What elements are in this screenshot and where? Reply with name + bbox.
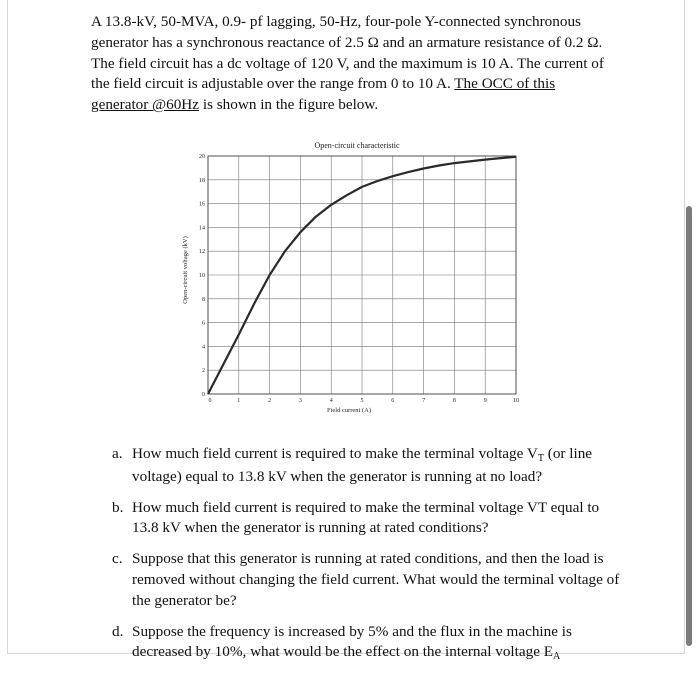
y-tick-label: 18 — [199, 177, 205, 184]
x-tick-label: 10 — [513, 398, 519, 404]
problem-statement — [91, 12, 616, 116]
chart-tick-labels — [199, 154, 519, 404]
y-tick-label: 0 — [202, 392, 205, 398]
subscript-t: T — [537, 453, 544, 464]
question-c — [112, 549, 622, 611]
y-tick-label: 4 — [202, 344, 205, 351]
x-tick-label: 5 — [360, 398, 364, 404]
subscript-a: A — [553, 651, 561, 663]
occ-chart — [175, 138, 535, 418]
question-text: Suppose the frequency is increased by 5% and the flux in the machine is decreased by 10%, what would be the effect on the internal voltage E — [132, 622, 572, 661]
question-text-end: (or line voltage) equal to 13.8 kV when the generator is running at no load? — [132, 445, 593, 485]
question-a — [112, 444, 622, 488]
chart-grid — [208, 156, 516, 394]
y-tick-label: 10 — [199, 273, 205, 279]
x-tick-label: 6 — [391, 398, 395, 404]
question-letter: a. — [112, 445, 123, 462]
question-d — [112, 622, 622, 666]
x-tick-label: 0 — [208, 398, 212, 404]
problem-text-end: is shown in the figure below. — [199, 96, 379, 114]
question-list — [112, 444, 622, 675]
question-text: How much field current is required to make the terminal voltage VT equal to 13.8 kV when the generator is running at rated conditions? — [132, 498, 600, 537]
chart-title: Open-circuit characteristic — [314, 141, 400, 150]
question-b — [112, 498, 622, 540]
y-tick-label: 6 — [202, 320, 205, 327]
y-tick-label: 2 — [202, 368, 205, 375]
y-tick-label: 16 — [199, 201, 205, 208]
y-tick-label: 12 — [199, 249, 205, 256]
problem-text: A 13.8-kV, 50-MVA, 0.9- pf lagging, 50-Hz, four-pole Y-connected synchronous generator has a synchronous reactance of 2.5 Ω and an armature resistance of 0.2 Ω. The field circuit has a dc voltage of 120 V, and the maximum is 10 A. The current of the field circuit is adjustable over the range from 0 to 10 A. — [91, 13, 604, 93]
x-tick-label: 9 — [483, 398, 487, 404]
y-tick-label: 8 — [202, 296, 205, 303]
x-tick-label: 3 — [298, 398, 302, 404]
question-letter: d. — [112, 622, 124, 640]
x-tick-label: 4 — [329, 398, 333, 404]
x-tick-label: 2 — [268, 398, 272, 404]
y-tick-label: 14 — [199, 225, 205, 232]
question-text: Suppose that this generator is running at rated conditions, and then the load is removed without changing the field current. What would the terminal voltage of the generator be? — [132, 550, 620, 609]
question-text: How much field current is required to make the terminal voltage V — [132, 445, 538, 462]
x-tick-label: 1 — [237, 398, 241, 404]
x-tick-label: 8 — [452, 398, 456, 404]
y-axis-label: Open-circuit voltage (kV) — [182, 236, 189, 304]
question-letter: b. — [112, 498, 124, 516]
question-letter: c. — [112, 550, 123, 568]
y-tick-label: 20 — [199, 154, 205, 160]
occ-reference: The OCC of this generator @60Hz — [91, 75, 556, 114]
x-tick-label: 7 — [422, 398, 426, 404]
x-axis-label: Field current (A) — [326, 407, 372, 414]
scrollbar-thumb[interactable] — [686, 206, 692, 646]
